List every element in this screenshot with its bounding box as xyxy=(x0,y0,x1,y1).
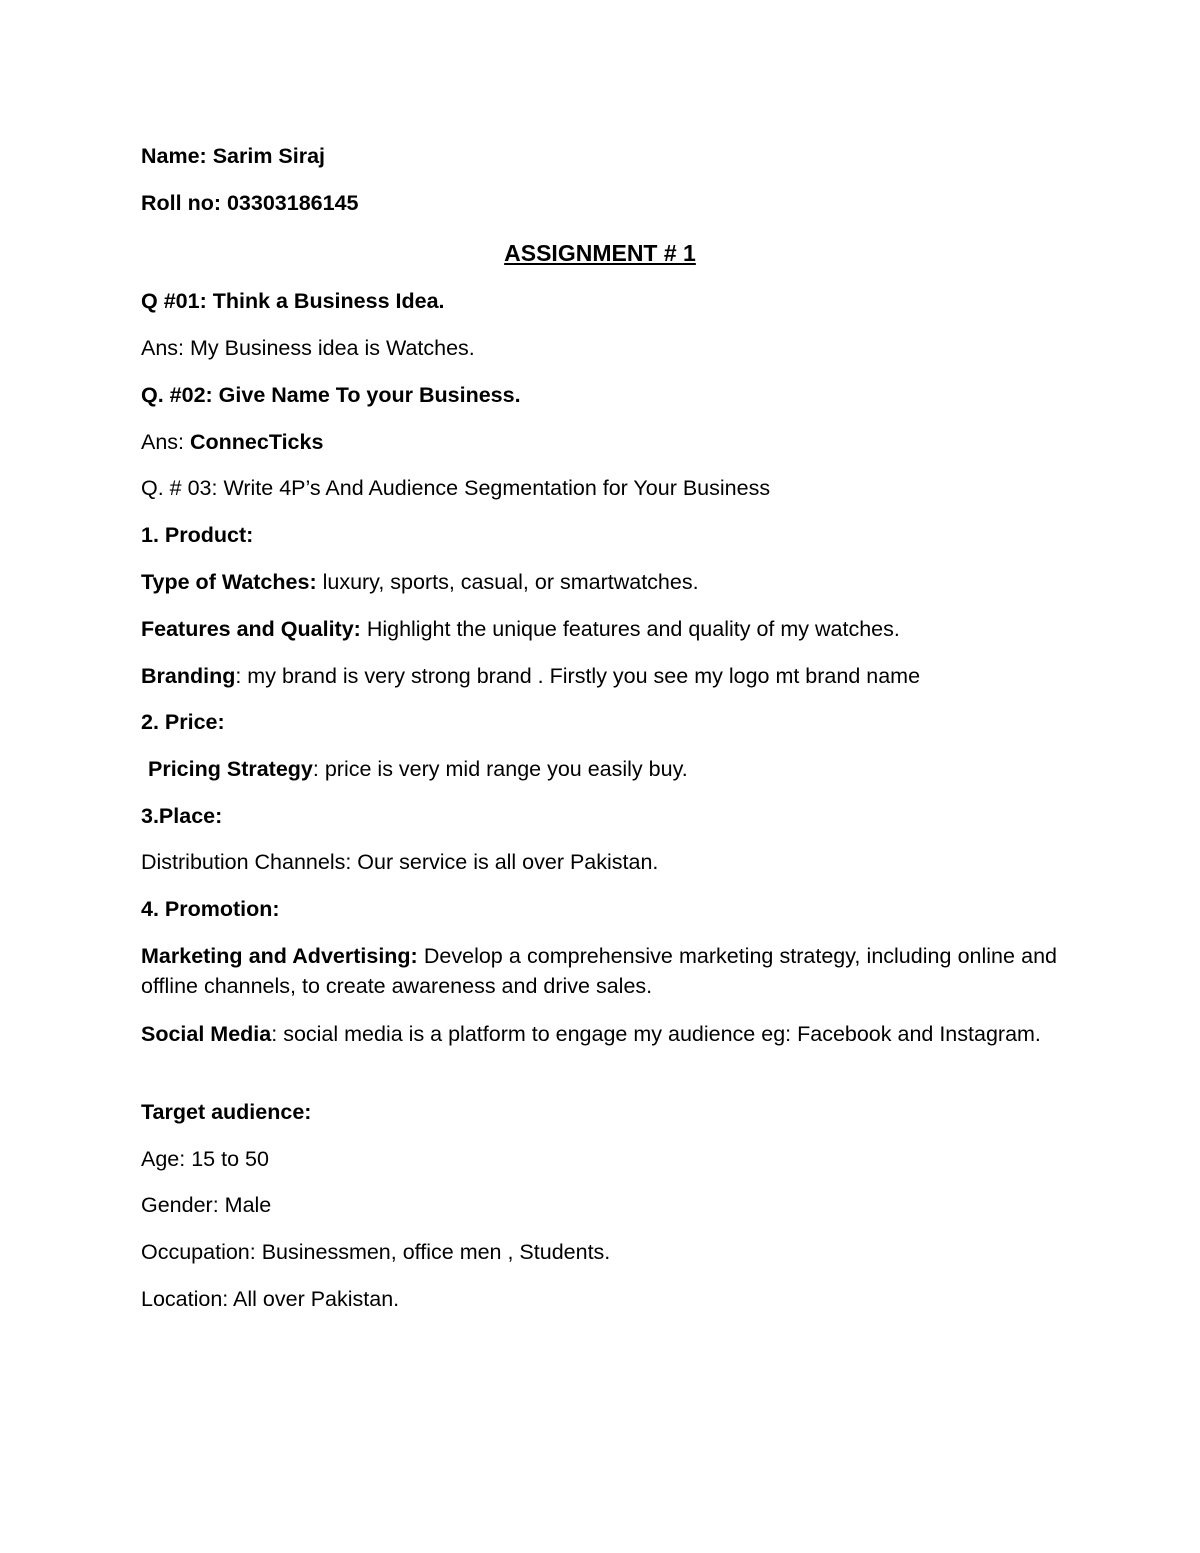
price-strategy-text: : price is very mid range you easily buy. xyxy=(312,757,688,781)
student-name: Name: Sarim Siraj xyxy=(141,144,326,168)
price-strategy-label: Pricing Strategy xyxy=(148,757,313,781)
promotion-social-label: Social Media xyxy=(141,1022,272,1046)
answer-2 xyxy=(141,430,323,454)
answer-2-prefix: Ans: xyxy=(141,430,190,454)
audience-heading: Target audience: xyxy=(141,1100,312,1124)
promotion-heading: 4. Promotion: xyxy=(141,897,280,921)
promotion-marketing-text: Develop a comprehensive marketing strategy, including online and offline channels, to create awareness and drive sales. xyxy=(141,944,1057,998)
business-name: ConnecTicks xyxy=(190,430,324,454)
product-heading: 1. Product: xyxy=(141,523,254,547)
roll-number: Roll no: 03303186145 xyxy=(141,191,359,215)
promotion-marketing-label: Marketing and Advertising: xyxy=(141,944,418,968)
product-features-label: Features and Quality: xyxy=(141,617,361,641)
product-branding xyxy=(141,664,920,688)
audience-gender: Gender: Male xyxy=(141,1193,272,1217)
assignment-title: ASSIGNMENT # 1 xyxy=(504,240,696,266)
price-heading: 2. Price: xyxy=(141,710,225,734)
place-distribution: Distribution Channels: Our service is all over Pakistan. xyxy=(141,850,659,874)
product-features xyxy=(141,617,900,641)
audience-occupation: Occupation: Businessmen, office men , Students. xyxy=(141,1240,611,1264)
question-1: Q #01: Think a Business Idea. xyxy=(141,289,445,313)
audience-location: Location: All over Pakistan. xyxy=(141,1287,400,1311)
product-type xyxy=(141,570,699,594)
promotion-social xyxy=(141,1019,1057,1049)
promotion-social-text: : social media is a platform to engage my audience eg: Facebook and Instagram. xyxy=(271,1022,1041,1046)
question-3: Q. # 03: Write 4P’s And Audience Segmentation for Your Business xyxy=(141,476,771,500)
promotion-marketing xyxy=(141,941,1057,1001)
audience-age: Age: 15 to 50 xyxy=(141,1147,269,1171)
answer-1: Ans: My Business idea is Watches. xyxy=(141,336,475,360)
question-2: Q. #02: Give Name To your Business. xyxy=(141,383,521,407)
product-type-text: luxury, sports, casual, or smartwatches. xyxy=(316,570,699,594)
product-features-text: Highlight the unique features and quality of my watches. xyxy=(360,617,900,641)
product-branding-label: Branding xyxy=(141,664,236,688)
price-strategy xyxy=(148,757,688,781)
product-branding-text: : my brand is very strong brand . Firstly you see my logo mt brand name xyxy=(235,664,921,688)
place-heading: 3.Place: xyxy=(141,804,223,828)
product-type-label: Type of Watches: xyxy=(141,570,317,594)
